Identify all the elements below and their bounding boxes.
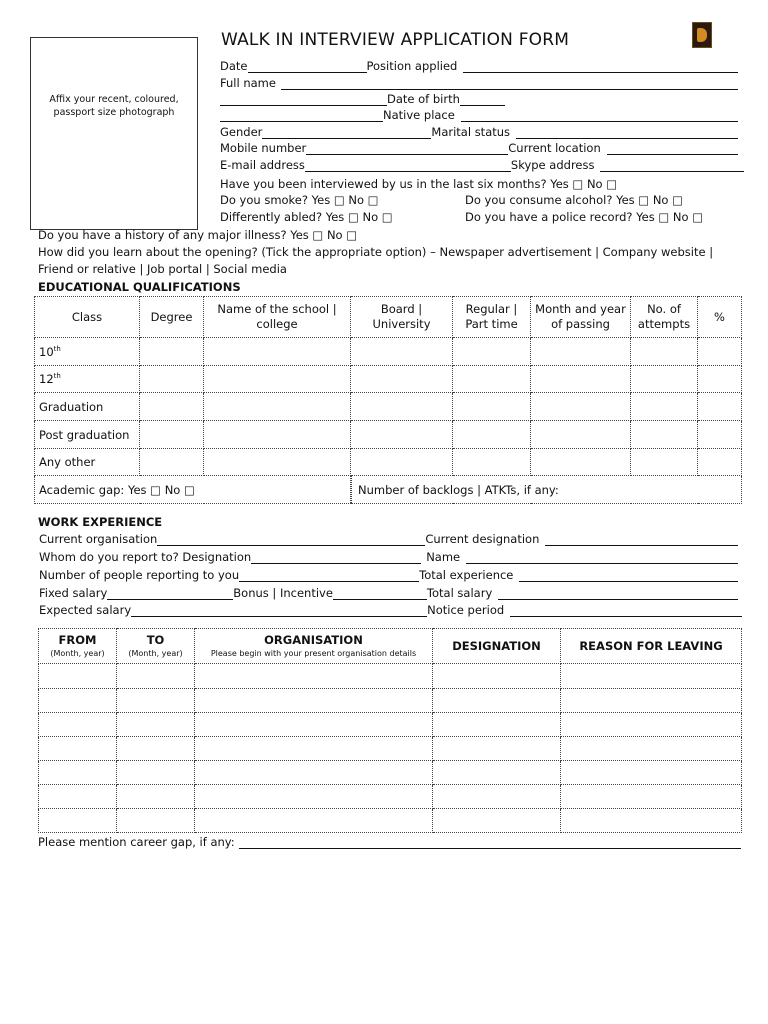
col-board: Board | University bbox=[351, 297, 453, 338]
notice-period-field[interactable] bbox=[510, 605, 742, 617]
illness-question[interactable]: Do you have a history of any major illness? Yes □ No □ bbox=[38, 228, 358, 242]
table-row bbox=[35, 421, 742, 449]
row-label: Any other bbox=[35, 449, 140, 476]
col-degree: Degree bbox=[140, 297, 204, 338]
col-school: Name of the school | college bbox=[204, 297, 351, 338]
gender-label: Gender bbox=[220, 125, 263, 139]
row-org-designation bbox=[39, 531, 738, 546]
abled-question[interactable]: Differently abled? Yes □ No □ bbox=[220, 210, 393, 224]
full-name-field-continued[interactable] bbox=[220, 94, 387, 106]
table-row bbox=[35, 449, 742, 476]
report-name-field[interactable] bbox=[466, 552, 738, 564]
row-people-experience bbox=[39, 567, 738, 582]
col-to: TO (Month, year) bbox=[117, 629, 195, 664]
col-attempts: No. of attempts bbox=[631, 297, 698, 338]
table-row bbox=[39, 785, 742, 809]
row-mobile-location bbox=[220, 140, 738, 155]
opening-source-options[interactable]: Friend or relative | Job portal | Social media bbox=[38, 262, 287, 276]
row-date-position bbox=[220, 58, 738, 73]
total-experience-label: Total experience bbox=[419, 568, 514, 582]
mobile-label: Mobile number bbox=[220, 141, 307, 155]
education-table bbox=[34, 296, 742, 504]
table-row bbox=[35, 366, 742, 393]
row-label: 12th bbox=[35, 366, 140, 393]
expected-salary-label: Expected salary bbox=[39, 603, 132, 617]
academic-gap-cell[interactable]: Academic gap: Yes □ No □ bbox=[35, 476, 351, 504]
col-passing: Month and year of passing bbox=[531, 297, 631, 338]
table-row bbox=[39, 713, 742, 737]
native-label: Native place bbox=[383, 108, 455, 122]
notice-period-label: Notice period bbox=[427, 603, 505, 617]
work-history-table bbox=[38, 628, 742, 833]
table-row bbox=[39, 809, 742, 833]
photo-box bbox=[30, 37, 198, 230]
col-class: Class bbox=[35, 297, 140, 338]
table-row bbox=[39, 664, 742, 689]
table-row bbox=[39, 689, 742, 713]
work-header-row bbox=[39, 629, 742, 664]
bonus-label: Bonus | Incentive bbox=[233, 586, 333, 600]
marital-field[interactable] bbox=[516, 127, 738, 139]
row-salary bbox=[39, 585, 738, 600]
num-people-label: Number of people reporting to you bbox=[39, 568, 240, 582]
report-name-label: Name bbox=[426, 550, 461, 564]
col-mode: Regular | Part time bbox=[453, 297, 531, 338]
col-organisation: ORGANISATION Please begin with your present organisation details bbox=[195, 629, 433, 664]
dob-label: Date of birth bbox=[387, 92, 460, 106]
bonus-field[interactable] bbox=[333, 588, 427, 600]
full-name-label: Full name bbox=[220, 76, 276, 90]
dob-field[interactable] bbox=[460, 94, 505, 106]
position-label: Position applied bbox=[366, 59, 458, 73]
row-dob bbox=[220, 91, 510, 106]
alcohol-question[interactable]: Do you consume alcohol? Yes □ No □ bbox=[465, 193, 683, 207]
career-gap-label: Please mention career gap, if any: bbox=[38, 835, 235, 849]
table-row bbox=[35, 393, 742, 421]
report-designation-field[interactable] bbox=[251, 552, 421, 564]
interviewed-question[interactable]: Have you been interviewed by us in the last six months? Yes □ No □ bbox=[220, 177, 618, 191]
table-row bbox=[39, 737, 742, 761]
num-people-field[interactable] bbox=[239, 570, 419, 582]
total-salary-label: Total salary bbox=[426, 586, 493, 600]
row-expected-notice bbox=[39, 602, 742, 617]
mobile-field[interactable] bbox=[306, 143, 508, 155]
blank-field[interactable] bbox=[220, 110, 383, 122]
table-row bbox=[39, 761, 742, 785]
row-career-gap bbox=[38, 834, 741, 849]
opening-source-question[interactable]: How did you learn about the opening? (Tick the appropriate option) – Newspaper advertisement | Company website | bbox=[38, 245, 714, 259]
table-row bbox=[35, 338, 742, 366]
fixed-salary-label: Fixed salary bbox=[39, 586, 108, 600]
email-label: E-mail address bbox=[220, 158, 305, 172]
position-field[interactable] bbox=[463, 61, 738, 73]
table-row bbox=[35, 476, 742, 504]
col-reason: REASON FOR LEAVING bbox=[561, 629, 742, 664]
row-label: Post graduation bbox=[35, 421, 140, 449]
col-designation: DESIGNATION bbox=[433, 629, 561, 664]
current-org-label: Current organisation bbox=[39, 532, 158, 546]
skype-label: Skype address bbox=[510, 158, 595, 172]
education-header-row bbox=[35, 297, 742, 338]
row-label: 10th bbox=[35, 338, 140, 366]
work-section-title: WORK EXPERIENCE bbox=[38, 515, 163, 529]
smoke-question[interactable]: Do you smoke? Yes □ No □ bbox=[220, 193, 379, 207]
career-gap-field[interactable] bbox=[239, 837, 741, 849]
col-from: FROM (Month, year) bbox=[39, 629, 117, 664]
total-experience-field[interactable] bbox=[519, 570, 738, 582]
col-percent: % bbox=[698, 297, 742, 338]
report-to-label: Whom do you report to? Designation bbox=[39, 550, 252, 564]
current-designation-field[interactable] bbox=[545, 534, 738, 546]
form-title: WALK IN INTERVIEW APPLICATION FORM bbox=[221, 30, 570, 50]
fixed-salary-field[interactable] bbox=[107, 588, 233, 600]
location-field[interactable] bbox=[607, 143, 738, 155]
company-logo-icon bbox=[692, 22, 712, 48]
photo-instruction: Affix your recent, coloured, passport size photograph bbox=[49, 94, 179, 118]
location-label: Current location bbox=[508, 141, 601, 155]
gender-field[interactable] bbox=[262, 127, 431, 139]
row-full-name bbox=[220, 75, 738, 90]
date-field[interactable] bbox=[248, 61, 367, 73]
marital-label: Marital status bbox=[431, 125, 511, 139]
full-name-field[interactable] bbox=[281, 78, 738, 90]
expected-salary-field[interactable] bbox=[131, 605, 427, 617]
row-report-to bbox=[39, 549, 738, 564]
backlogs-cell[interactable] bbox=[351, 476, 742, 504]
row-native bbox=[220, 107, 738, 122]
education-section-title: EDUCATIONAL QUALIFICATIONS bbox=[38, 280, 241, 294]
email-field[interactable] bbox=[305, 160, 511, 172]
native-field[interactable] bbox=[461, 110, 738, 122]
current-org-field[interactable] bbox=[157, 534, 425, 546]
backlogs-label: Number of backlogs | ATKTs, if any: bbox=[351, 476, 737, 503]
total-salary-field[interactable] bbox=[498, 588, 738, 600]
date-label: Date bbox=[220, 59, 248, 73]
skype-field[interactable] bbox=[600, 160, 744, 172]
row-gender-marital bbox=[220, 124, 738, 139]
row-label: Graduation bbox=[35, 393, 140, 421]
police-question[interactable]: Do you have a police record? Yes □ No □ bbox=[465, 210, 704, 224]
current-designation-label: Current designation bbox=[425, 532, 540, 546]
row-email-skype bbox=[220, 157, 744, 172]
